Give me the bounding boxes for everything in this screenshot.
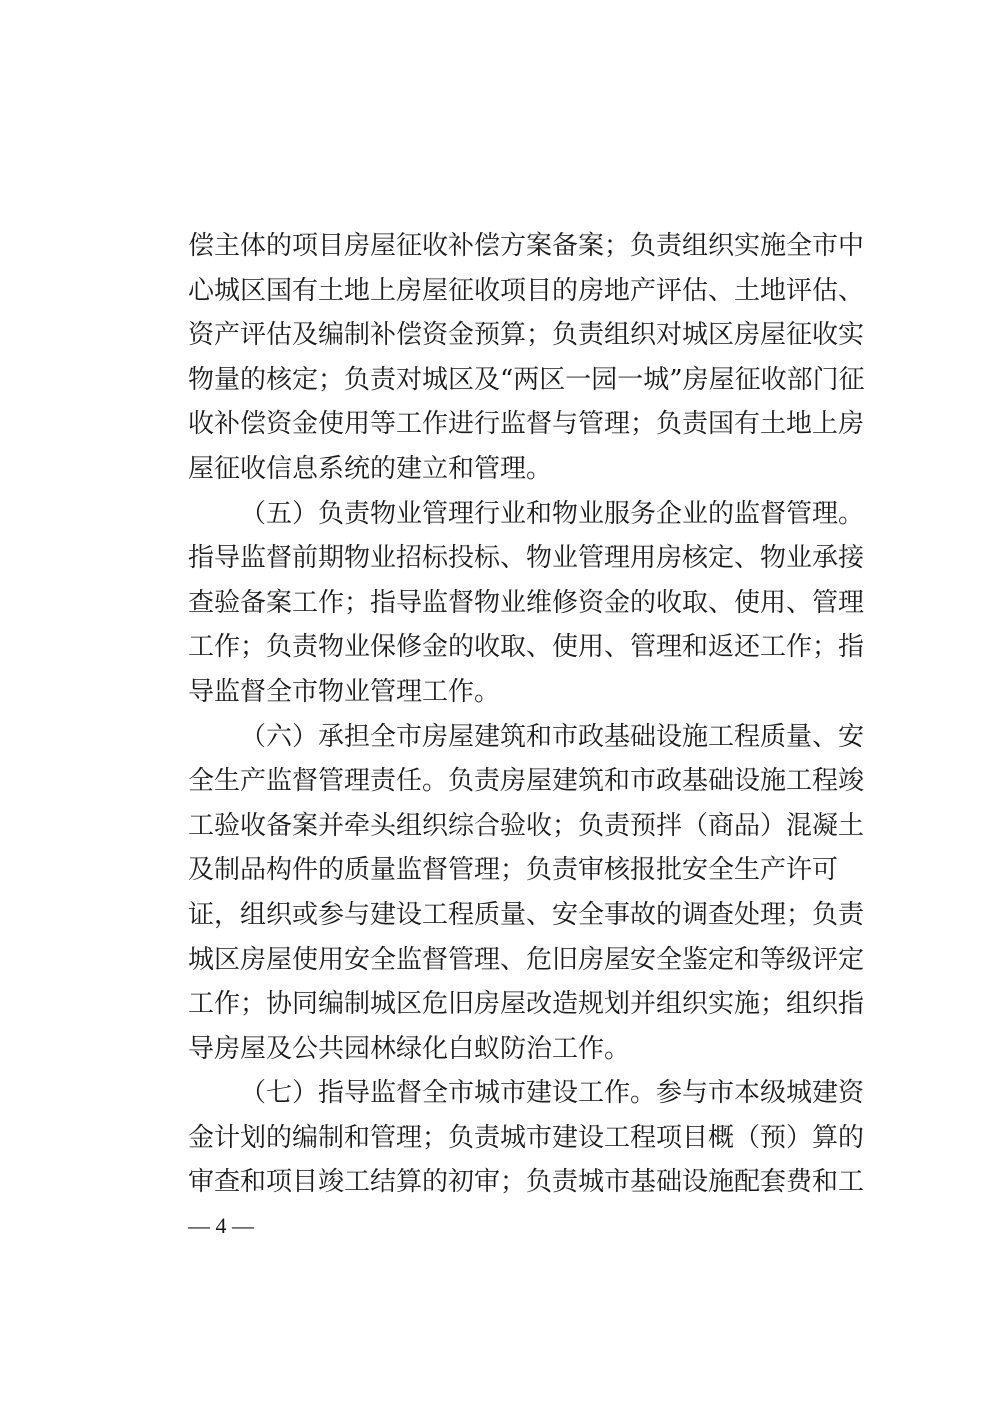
- text-line: 屋征收信息系统的建立和管理。: [188, 453, 553, 484]
- text-line: 全生产监督管理责任。负责房屋建筑和市政基础设施工程竣: [188, 766, 865, 797]
- text-line: （五）负责物业管理行业和物业服务企业的监督管理。: [240, 498, 865, 529]
- page-number: — 4 —: [188, 1213, 254, 1238]
- text-line: 收补偿资金使用等工作进行监督与管理；负责国有土地上房: [188, 409, 865, 440]
- text-line: 及制品构件的质量监督管理；负责审核报批安全生产许可: [188, 855, 839, 886]
- text-line: 工验收备案并牵头组织综合验收；负责预拌（商品）混凝土: [188, 810, 865, 841]
- text-line: 导监督全市物业管理工作。: [188, 676, 501, 707]
- text-line: 审查和项目竣工结算的初审；负责城市基础设施配套费和工: [188, 1167, 865, 1198]
- body-text: [188, 224, 865, 1205]
- text-line: 物量的核定；负责对城区及“两区一园一城”房屋征收部门征: [188, 364, 865, 395]
- paragraph-item-6: [188, 715, 865, 1072]
- text-line: 工作；负责物业保修金的收取、使用、管理和返还工作；指: [188, 632, 865, 663]
- paragraph-continuation: [188, 224, 865, 492]
- text-line: 心城区国有土地上房屋征收项目的房地产评估、土地评估、: [188, 275, 865, 306]
- text-line: 导房屋及公共园林绿化白蚁防治工作。: [188, 1033, 631, 1064]
- text-line: 查验备案工作；指导监督物业维修资金的收取、使用、管理: [188, 587, 865, 618]
- text-line: 证，组织或参与建设工程质量、安全事故的调查处理；负责: [188, 899, 865, 930]
- text-line: （七）指导监督全市城市建设工作。参与市本级城建资: [240, 1078, 865, 1109]
- text-line: 城区房屋使用安全监督管理、危旧房屋安全鉴定和等级评定: [188, 944, 865, 975]
- paragraph-item-5: [188, 492, 865, 715]
- text-line: 资产评估及编制补偿资金预算；负责组织对城区房屋征收实: [188, 320, 865, 351]
- paragraph-item-7: [188, 1071, 865, 1205]
- text-line: 金计划的编制和管理；负责城市建设工程项目概（预）算的: [188, 1122, 865, 1153]
- text-line: （六）承担全市房屋建筑和市政基础设施工程质量、安: [240, 721, 865, 752]
- text-line: 指导监督前期物业招标投标、物业管理用房核定、物业承接: [188, 543, 865, 574]
- text-line: 工作；协同编制城区危旧房屋改造规划并组织实施；组织指: [188, 989, 865, 1020]
- text-line: 偿主体的项目房屋征收补偿方案备案；负责组织实施全市中: [188, 231, 865, 261]
